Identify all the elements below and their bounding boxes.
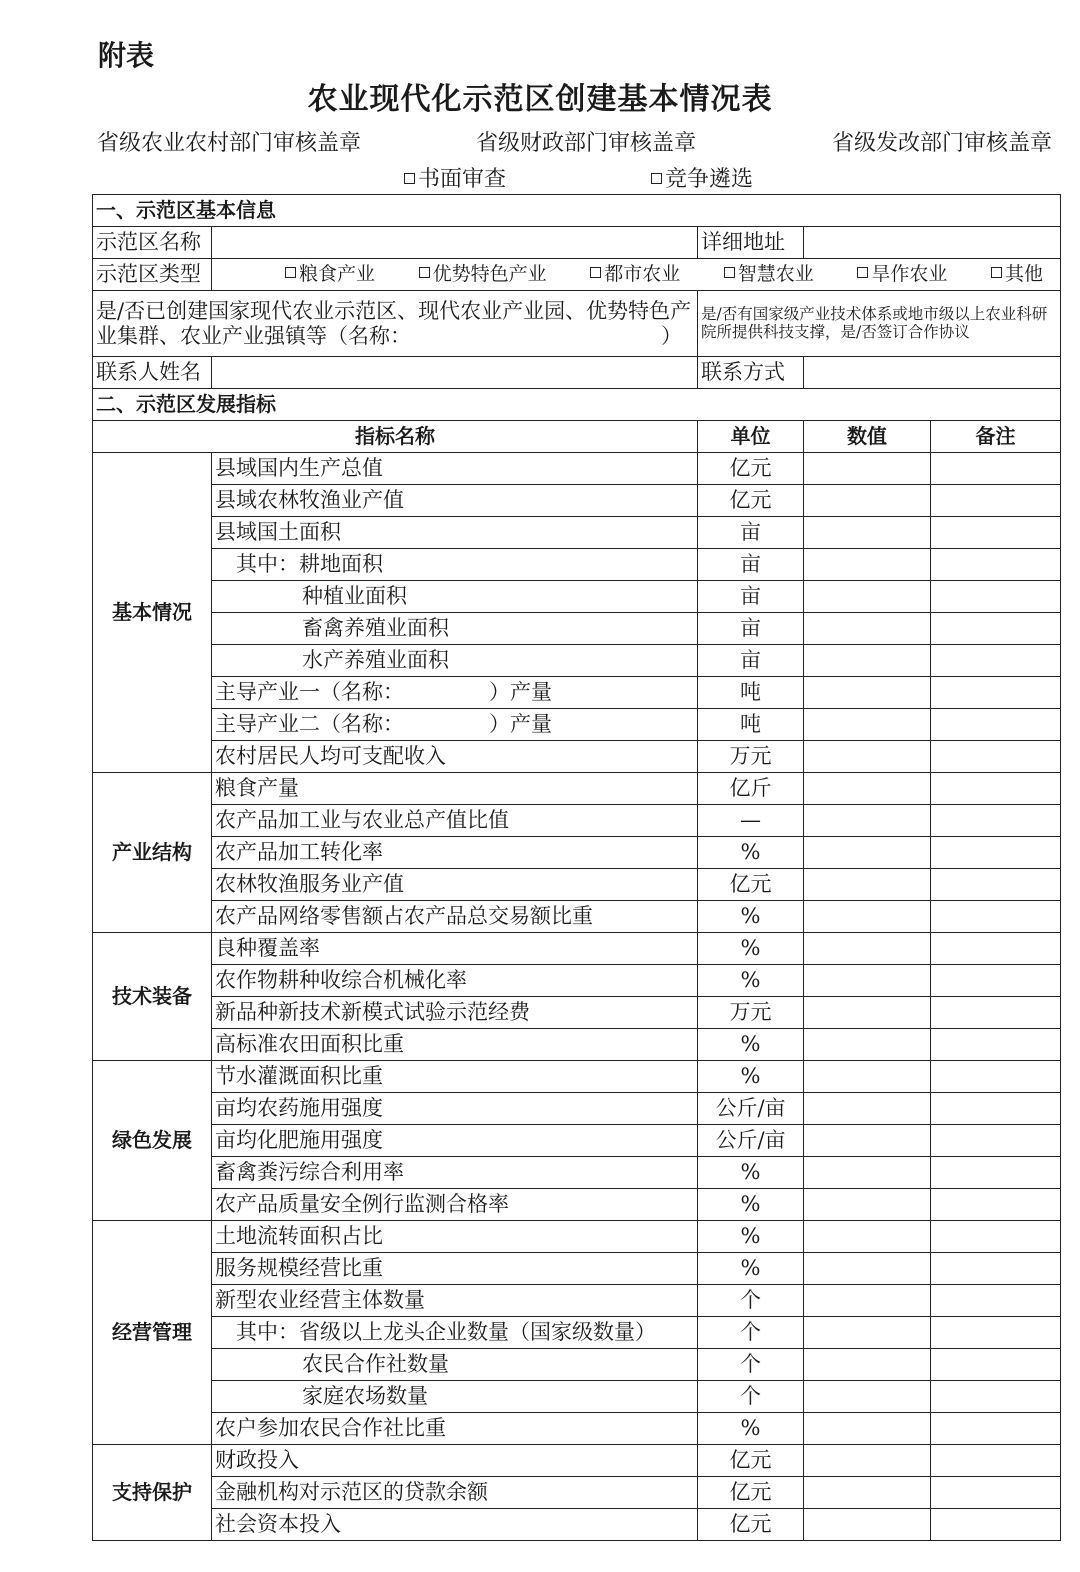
indicator-name: 农林牧渔服务业产值	[212, 869, 698, 901]
indicator-unit: 个	[698, 1285, 804, 1317]
column-header-unit: 单位	[698, 421, 804, 453]
indicator-name: 财政投入	[212, 1445, 698, 1477]
indicator-note-field[interactable]	[931, 1125, 1061, 1157]
indicator-unit: 万元	[698, 997, 804, 1029]
table-row	[93, 453, 1061, 485]
indicator-name: 农作物耕种收综合机械化率	[212, 965, 698, 997]
created-question[interactable]: 是/否已创建国家现代农业示范区、现代农业产业园、优势特色产业集群、农业产业强镇等（名称： ）	[93, 291, 698, 357]
table-row	[93, 1445, 1061, 1477]
indicator-name: 新型农业经营主体数量	[212, 1285, 698, 1317]
indicator-unit: 个	[698, 1381, 804, 1413]
support-question[interactable]: 是/否有国家级产业技术体系或地市级以上农业科研院所提供科技支撑，是/否签订合作协议	[698, 291, 1061, 357]
table-row	[93, 1221, 1061, 1253]
indicator-name: 其中：耕地面积	[212, 549, 698, 581]
indicator-note-field[interactable]	[931, 1157, 1061, 1189]
indicator-value-field[interactable]	[804, 997, 931, 1029]
indicator-note-field[interactable]	[931, 1029, 1061, 1061]
type-option-grain[interactable]: 粮食产业	[285, 264, 375, 286]
table-row	[93, 645, 1061, 677]
indicator-value-field[interactable]	[804, 1413, 931, 1445]
indicator-unit: 亿斤	[698, 773, 804, 805]
table-row	[93, 613, 1061, 645]
table-row	[93, 1029, 1061, 1061]
table-row	[93, 837, 1061, 869]
category-label: 支持保护	[93, 1445, 212, 1541]
indicator-unit: %	[698, 837, 804, 869]
indicator-note-field[interactable]	[931, 869, 1061, 901]
indicator-name: 服务规模经营比重	[212, 1253, 698, 1285]
indicator-unit: 亿元	[698, 485, 804, 517]
indicator-name: 节水灌溉面积比重	[212, 1061, 698, 1093]
indicator-unit: 个	[698, 1349, 804, 1381]
indicator-name: 主导产业一（名称： ）产量	[212, 677, 698, 709]
indicator-note-field[interactable]	[931, 1061, 1061, 1093]
indicator-note-field[interactable]	[931, 933, 1061, 965]
indicator-value-field[interactable]	[804, 645, 931, 677]
indicator-note-field[interactable]	[931, 1349, 1061, 1381]
indicator-note-field[interactable]	[931, 645, 1061, 677]
indicator-note-field[interactable]	[931, 1381, 1061, 1413]
type-option-urban[interactable]: 都市农业	[590, 264, 680, 286]
indicator-name: 其中：省级以上龙头企业数量（国家级数量）	[212, 1317, 698, 1349]
indicator-name: 粮食产量	[212, 773, 698, 805]
table-row	[93, 1477, 1061, 1509]
indicator-unit: 亿元	[698, 1445, 804, 1477]
indicator-note-field[interactable]	[931, 965, 1061, 997]
type-option-smart[interactable]: 智慧农业	[724, 264, 814, 286]
indicator-value-field[interactable]	[804, 1093, 931, 1125]
indicator-value-field[interactable]	[804, 517, 931, 549]
column-header-name: 指标名称	[93, 421, 698, 453]
indicator-name: 种植业面积	[212, 581, 698, 613]
table-row	[93, 773, 1061, 805]
indicator-note-field[interactable]	[931, 453, 1061, 485]
checkbox-icon[interactable]	[590, 267, 601, 278]
indicator-unit: %	[698, 901, 804, 933]
indicator-unit: %	[698, 1221, 804, 1253]
indicator-note-field[interactable]	[931, 997, 1061, 1029]
indicator-note-field[interactable]	[931, 901, 1061, 933]
indicator-value-field[interactable]	[804, 1029, 931, 1061]
indicator-note-field[interactable]	[931, 1509, 1061, 1541]
table-row	[93, 901, 1061, 933]
indicator-value-field[interactable]	[804, 1381, 931, 1413]
table-row	[93, 1285, 1061, 1317]
indicator-note-field[interactable]	[931, 1189, 1061, 1221]
column-header-value: 数值	[804, 421, 931, 453]
indicator-unit: 亩	[698, 645, 804, 677]
indicator-note-field[interactable]	[931, 485, 1061, 517]
table-row	[93, 709, 1061, 741]
indicator-name: 农产品加工业与农业总产值比值	[212, 805, 698, 837]
indicator-unit: 公斤/亩	[698, 1093, 804, 1125]
indicator-note-field[interactable]	[931, 1477, 1061, 1509]
indicator-value-field[interactable]	[804, 1125, 931, 1157]
contact-name-label: 联系人姓名	[93, 357, 212, 389]
indicator-name: 社会资本投入	[212, 1509, 698, 1541]
name-field[interactable]	[212, 227, 698, 259]
table-row	[93, 805, 1061, 837]
type-option-specialty[interactable]: 优势特色产业	[419, 264, 547, 286]
page-title: 农业现代化示范区创建基本情况表	[307, 82, 773, 117]
indicator-name: 亩均化肥施用强度	[212, 1125, 698, 1157]
table-row	[93, 1157, 1061, 1189]
indicator-value-field[interactable]	[804, 1445, 931, 1477]
indicator-name: 县域农林牧渔业产值	[212, 485, 698, 517]
indicator-name: 高标准农田面积比重	[212, 1029, 698, 1061]
indicator-value-field[interactable]	[804, 1061, 931, 1093]
indicator-unit: 个	[698, 1317, 804, 1349]
indicator-note-field[interactable]	[931, 677, 1061, 709]
table-row	[93, 581, 1061, 613]
info-table	[92, 194, 1061, 1541]
indicator-unit: %	[698, 1029, 804, 1061]
indicator-value-field[interactable]	[804, 549, 931, 581]
indicator-value-field[interactable]	[804, 741, 931, 773]
contact-method-label: 联系方式	[698, 357, 804, 389]
indicator-name: 农村居民人均可支配收入	[212, 741, 698, 773]
name-label: 示范区名称	[93, 227, 212, 259]
indicator-value-field[interactable]	[804, 677, 931, 709]
table-row	[93, 1093, 1061, 1125]
indicator-name: 畜禽养殖业面积	[212, 613, 698, 645]
indicator-unit: 亿元	[698, 869, 804, 901]
section-indicators: 二、示范区发展指标	[93, 389, 1061, 421]
indicator-name: 农户参加农民合作社比重	[212, 1413, 698, 1445]
table-row	[93, 1349, 1061, 1381]
table-row	[93, 965, 1061, 997]
indicator-name: 县域国内生产总值	[212, 453, 698, 485]
checkbox-icon[interactable]	[724, 267, 735, 278]
address-label: 详细地址	[698, 227, 804, 259]
indicator-value-field[interactable]	[804, 1221, 931, 1253]
table-row	[93, 1061, 1061, 1093]
indicator-unit: 万元	[698, 741, 804, 773]
checkbox-icon[interactable]	[285, 267, 296, 278]
indicator-name: 主导产业二（名称： ）产量	[212, 709, 698, 741]
indicator-name: 农产品网络零售额占农产品总交易额比重	[212, 901, 698, 933]
table-row	[93, 1189, 1061, 1221]
table-row	[93, 997, 1061, 1029]
address-field[interactable]	[804, 227, 1061, 259]
indicator-name: 家庭农场数量	[212, 1381, 698, 1413]
category-label: 绿色发展	[93, 1061, 212, 1221]
indicator-note-field[interactable]	[931, 581, 1061, 613]
indicator-unit: %	[698, 933, 804, 965]
category-label: 产业结构	[93, 773, 212, 933]
indicator-note-field[interactable]	[931, 1093, 1061, 1125]
indicator-note-field[interactable]	[931, 517, 1061, 549]
stamp-development-dept: 省级发改部门审核盖章	[832, 131, 1053, 156]
indicator-unit: 亿元	[698, 1509, 804, 1541]
stamp-finance-dept: 省级财政部门审核盖章	[476, 131, 697, 156]
indicator-value-field[interactable]	[804, 1477, 931, 1509]
indicator-unit: %	[698, 1061, 804, 1093]
indicator-unit: %	[698, 965, 804, 997]
indicator-name: 金融机构对示范区的贷款余额	[212, 1477, 698, 1509]
indicator-unit: —	[698, 805, 804, 837]
category-label: 经营管理	[93, 1221, 212, 1445]
section-basic-info: 一、示范区基本信息	[93, 195, 1061, 227]
indicator-note-field[interactable]	[931, 1413, 1061, 1445]
table-row	[93, 869, 1061, 901]
checkbox-icon[interactable]	[404, 173, 415, 184]
indicator-note-field[interactable]	[931, 1253, 1061, 1285]
indicator-name: 土地流转面积占比	[212, 1221, 698, 1253]
table-row	[93, 741, 1061, 773]
table-row	[93, 1317, 1061, 1349]
indicator-value-field[interactable]	[804, 1509, 931, 1541]
indicator-unit: 吨	[698, 709, 804, 741]
indicator-value-field[interactable]	[804, 1349, 931, 1381]
indicator-unit: %	[698, 1413, 804, 1445]
indicator-name: 亩均农药施用强度	[212, 1093, 698, 1125]
indicator-note-field[interactable]	[931, 1221, 1061, 1253]
indicator-note-field[interactable]	[931, 1285, 1061, 1317]
type-option-dryland[interactable]: 旱作农业	[857, 264, 947, 286]
indicator-note-field[interactable]	[931, 741, 1061, 773]
indicator-value-field[interactable]	[804, 581, 931, 613]
indicator-unit: 亩	[698, 613, 804, 645]
indicator-note-field[interactable]	[931, 1445, 1061, 1477]
category-label: 基本情况	[93, 453, 212, 773]
indicator-name: 畜禽粪污综合利用率	[212, 1157, 698, 1189]
indicator-value-field[interactable]	[804, 933, 931, 965]
checkbox-icon[interactable]	[857, 267, 868, 278]
indicator-value-field[interactable]	[804, 773, 931, 805]
indicator-value-field[interactable]	[804, 837, 931, 869]
indicator-unit: 亩	[698, 581, 804, 613]
indicator-unit: %	[698, 1189, 804, 1221]
table-row	[93, 933, 1061, 965]
indicator-name: 良种覆盖率	[212, 933, 698, 965]
checkbox-icon[interactable]	[651, 173, 662, 184]
indicator-value-field[interactable]	[804, 965, 931, 997]
indicator-value-field[interactable]	[804, 901, 931, 933]
indicator-unit: 亿元	[698, 453, 804, 485]
table-row	[93, 677, 1061, 709]
indicator-note-field[interactable]	[931, 837, 1061, 869]
indicator-value-field[interactable]	[804, 1189, 931, 1221]
column-header-note: 备注	[931, 421, 1061, 453]
checkbox-icon[interactable]	[991, 267, 1002, 278]
indicator-name: 农产品质量安全例行监测合格率	[212, 1189, 698, 1221]
indicator-note-field[interactable]	[931, 1317, 1061, 1349]
type-option-other[interactable]: 其他	[991, 264, 1043, 286]
table-row	[93, 1509, 1061, 1541]
indicator-note-field[interactable]	[931, 709, 1061, 741]
table-row	[93, 517, 1061, 549]
checkbox-icon[interactable]	[419, 267, 430, 278]
indicator-name: 水产养殖业面积	[212, 645, 698, 677]
indicator-unit: 公斤/亩	[698, 1125, 804, 1157]
indicator-value-field[interactable]	[804, 485, 931, 517]
indicator-unit: %	[698, 1157, 804, 1189]
indicator-value-field[interactable]	[804, 1285, 931, 1317]
indicator-name: 农产品加工转化率	[212, 837, 698, 869]
indicator-unit: 亩	[698, 517, 804, 549]
review-option-competitive[interactable]: 竞争遴选	[651, 162, 753, 193]
indicator-note-field[interactable]	[931, 613, 1061, 645]
table-row	[93, 1413, 1061, 1445]
contact-name-field[interactable]	[212, 357, 698, 389]
table-row	[93, 1381, 1061, 1413]
indicator-value-field[interactable]	[804, 869, 931, 901]
indicator-value-field[interactable]	[804, 1317, 931, 1349]
indicator-name: 农民合作社数量	[212, 1349, 698, 1381]
table-row	[93, 485, 1061, 517]
annex-label: 附表	[98, 39, 155, 72]
table-row	[93, 1125, 1061, 1157]
table-row	[93, 549, 1061, 581]
indicator-name: 县域国土面积	[212, 517, 698, 549]
indicator-value-field[interactable]	[804, 1157, 931, 1189]
table-row	[93, 1253, 1061, 1285]
indicator-note-field[interactable]	[931, 773, 1061, 805]
indicator-name: 新品种新技术新模式试验示范经费	[212, 997, 698, 1029]
indicator-value-field[interactable]	[804, 805, 931, 837]
indicator-value-field[interactable]	[804, 453, 931, 485]
type-label: 示范区类型	[93, 259, 212, 291]
type-options	[212, 259, 1061, 291]
indicator-note-field[interactable]	[931, 805, 1061, 837]
category-label: 技术装备	[93, 933, 212, 1061]
indicator-value-field[interactable]	[804, 613, 931, 645]
indicator-unit: 亩	[698, 549, 804, 581]
stamp-agriculture-dept: 省级农业农村部门审核盖章	[97, 131, 362, 156]
indicator-unit: 吨	[698, 677, 804, 709]
review-option-written[interactable]: 书面审查	[404, 162, 506, 193]
indicator-value-field[interactable]	[804, 1253, 931, 1285]
contact-method-field[interactable]	[804, 357, 1061, 389]
indicator-note-field[interactable]	[931, 549, 1061, 581]
indicator-unit: %	[698, 1253, 804, 1285]
indicator-value-field[interactable]	[804, 709, 931, 741]
indicator-unit: 亿元	[698, 1477, 804, 1509]
